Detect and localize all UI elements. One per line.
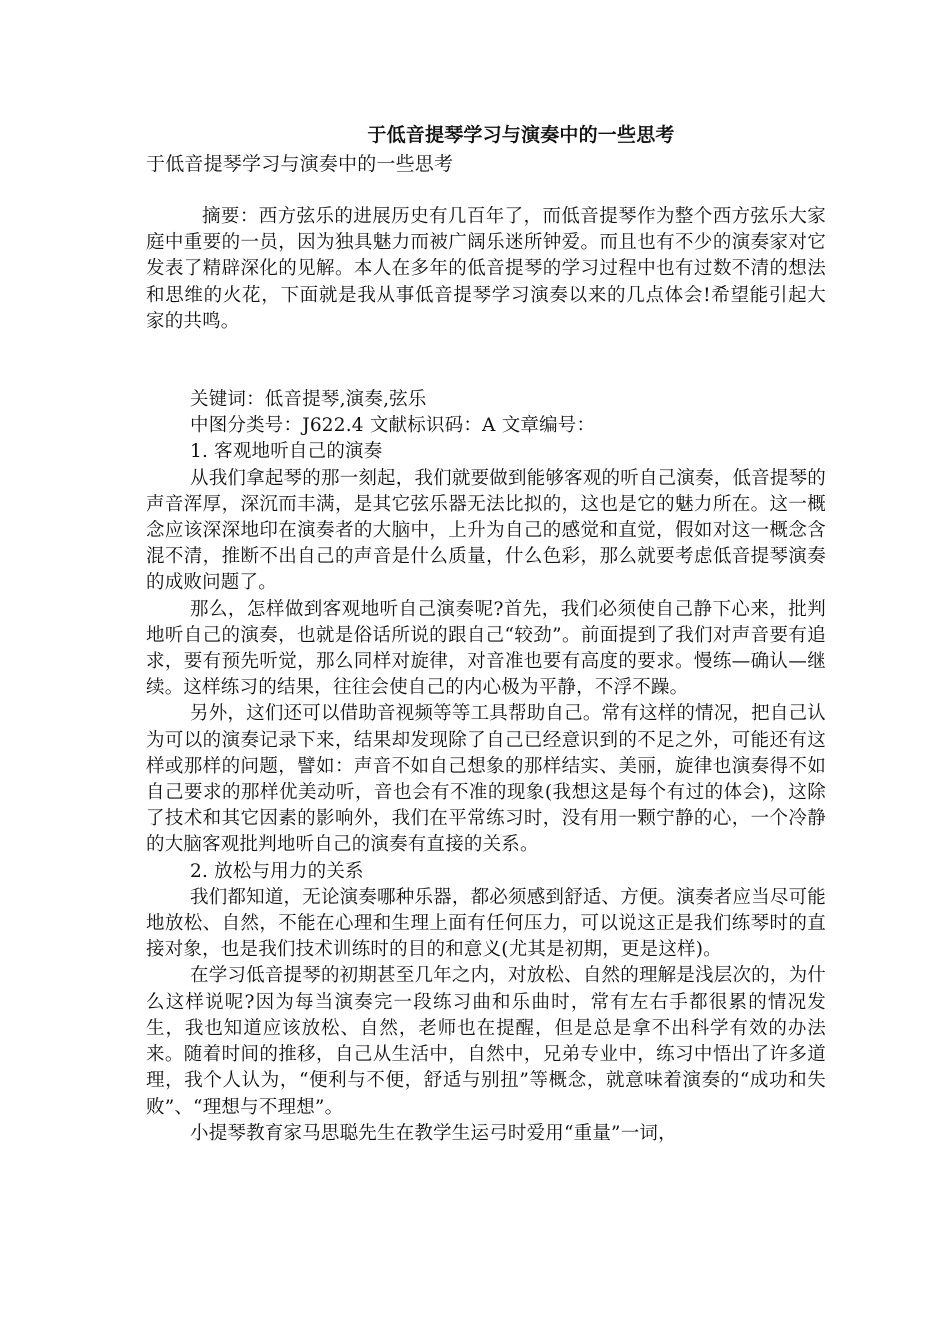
body-paragraph: 在学习低音提琴的初期甚至几年之内，对放松、自然的理解是浅层次的，为什么这样说呢?因为每当演奏完一段练习曲和乐曲时，常有左右手都很累的情况发生，我也知道应该放松、自然，老师也在提醒，但是总是拿不出科学有效的办法来。随着时间的推移，自己从生活中，自然中，兄弟专业中，练习中悟出了许多道理，我个人认为，“便利与不便，舒适与别扭”等概念，就意味着演奏的“成功和失败”、“理想与不理想”。	[146, 965, 826, 1118]
document-subtitle: 于低音提琴学习与演奏中的一些思考	[146, 153, 454, 175]
document-page	[146, 120, 826, 1147]
keywords-line: 关键词：低音提琴,演奏,弦乐	[190, 389, 427, 411]
document-title: 于低音提琴学习与演奏中的一些思考	[367, 124, 675, 146]
body-paragraph: 小提琴教育家马思聪先生在教学生运弓时爱用“重量”一词，	[190, 1122, 677, 1144]
classification-line: 中图分类号：J622.4 文献标识码：A 文章编号：	[190, 415, 596, 437]
spacer	[146, 178, 826, 204]
spacer	[146, 335, 826, 387]
abstract-paragraph: 摘要：西方弦乐的进展历史有几百年了，而低音提琴作为整个西方弦乐大家庭中重要的一员，因为独具魅力而被广阔乐迷所钟爱。而且也有不少的演奏家对它发表了精辟深化的见解。本人在多年的低音提琴的学习过程中也有过数不清的想法和思维的火花，下面就是我从事低音提琴学习演奏以来的几点体会!希望能引起大家的共鸣。	[146, 206, 826, 332]
body-paragraph: 我们都知道，无论演奏哪种乐器，都必须感到舒适、方便。演奏者应当尽可能地放松、自然，不能在心理和生理上面有任何压力，可以说这正是我们练琴时的直接对象，也是我们技术训练时的目的和意义(尤其是初期，更是这样)。	[146, 886, 826, 961]
body-paragraph: 从我们拿起琴的那一刻起，我们就要做到能够客观的听自己演奏，低音提琴的声音浑厚，深沉而丰满，是其它弦乐器无法比拟的，这也是它的魅力所在。这一概念应该深深地印在演奏者的大脑中，上升为自己的感觉和直觉，假如对这一概念含混不清，推断不出自己的声音是什么质量，什么色彩，那么就要考虑低音提琴演奏的成败问题了。	[146, 467, 826, 594]
body-paragraph: 另外，这们还可以借助音视频等等工具帮助自己。常有这样的情况，把自己认为可以的演奏记录下来，结果却发现除了自己已经意识到的不足之外，可能还有这样或那样的问题，譬如：声音不如自己想象的那样结实、美丽，旋律也演奏得不如自己要求的那样优美动听，音也会有不准的现象(我想这是每个有过的体会)，这除了技术和其它因素的影响外，我们在平常练习时，没有用一颗宁静的心，一个冷静的大脑客观批判地听自己的演奏有直接的关系。	[146, 703, 826, 856]
section-heading-2: 2. 放松与用力的关系	[190, 860, 364, 882]
section-heading-1: 1. 客观地听自己的演奏	[190, 441, 383, 463]
body-paragraph: 那么，怎样做到客观地听自己演奏呢?首先，我们必须使自己静下心来，批判地听自己的演奏，也就是俗话所说的跟自己“较劲”。前面提到了我们对声音要有追求，要有预先听觉，那么同样对旋律，对音准也要有高度的要求。慢练—确认—继续。这样练习的结果，往往会使自己的内心极为平静，不浮不躁。	[146, 598, 826, 699]
